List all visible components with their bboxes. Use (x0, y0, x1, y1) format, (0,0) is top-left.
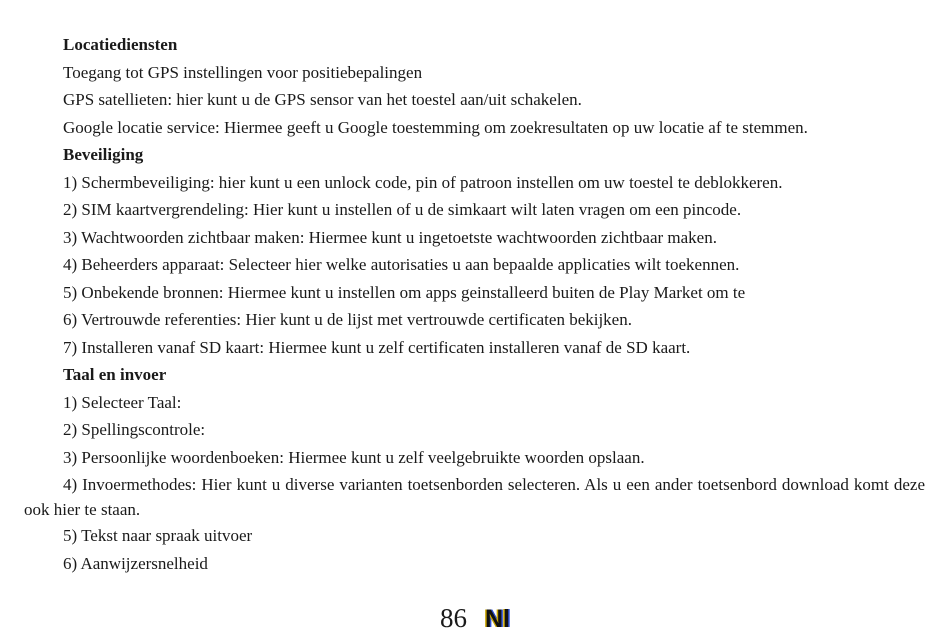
language-tag: Nl (485, 605, 510, 633)
list-item: 7) Installeren vanaf SD kaart: Hiermee kunt u zelf certificaten installeren vanaf de SD kaart. (63, 338, 691, 357)
page-footer (0, 602, 950, 635)
list-item: 1) Selecteer Taal: (63, 393, 182, 412)
list-item: 1) Schermbeveiliging: hier kunt u een unlock code, pin of patroon instellen om uw toestel te deblokkeren. (63, 173, 783, 192)
section-heading-locatiediensten: Locatiediensten (63, 35, 178, 54)
list-item: 2) Spellingscontrole: (63, 420, 206, 439)
list-item: 3) Wachtwoorden zichtbaar maken: Hiermee kunt u ingetoetste wachtwoorden zichtbaar maken. (63, 228, 717, 247)
section-heading-beveiliging: Beveiliging (63, 145, 144, 164)
justified-paragraph: 4) Invoermethodes: Hier kunt u diverse varianten toetsenborden selecteren. Als u een ander toetsenbord download komt deze ook hier te staan. (24, 475, 925, 519)
list-item: 3) Persoonlijke woordenboeken: Hiermee kunt u zelf veelgebruikte woorden opslaan. (63, 448, 645, 467)
section-heading-taal-en-invoer: Taal en invoer (63, 365, 167, 384)
list-item: 5) Tekst naar spraak uitvoer (63, 526, 253, 545)
text-line: GPS satellieten: hier kunt u de GPS sensor van het toestel aan/uit schakelen. (63, 90, 582, 109)
text-line: Google locatie service: Hiermee geeft u Google toestemming om zoekresultaten op uw locatie af te stemmen. (63, 118, 808, 137)
list-item: 2) SIM kaartvergrendeling: Hier kunt u instellen of u de simkaart wilt laten vragen om een pincode. (63, 200, 742, 219)
page-number: 86 (440, 603, 467, 633)
list-item: 5) Onbekende bronnen: Hiermee kunt u instellen om apps geinstalleerd buiten de Play Market om te (63, 283, 746, 302)
list-item: 6) Vertrouwde referenties: Hier kunt u de lijst met vertrouwde certificaten bekijken. (63, 310, 632, 329)
list-item: 4) Beheerders apparaat: Selecteer hier welke autorisaties u aan bepaalde applicaties wilt toekennen. (63, 255, 740, 274)
text-line: Toegang tot GPS instellingen voor positiebepalingen (63, 63, 423, 82)
list-item: 6) Aanwijzersnelheid (63, 554, 208, 573)
